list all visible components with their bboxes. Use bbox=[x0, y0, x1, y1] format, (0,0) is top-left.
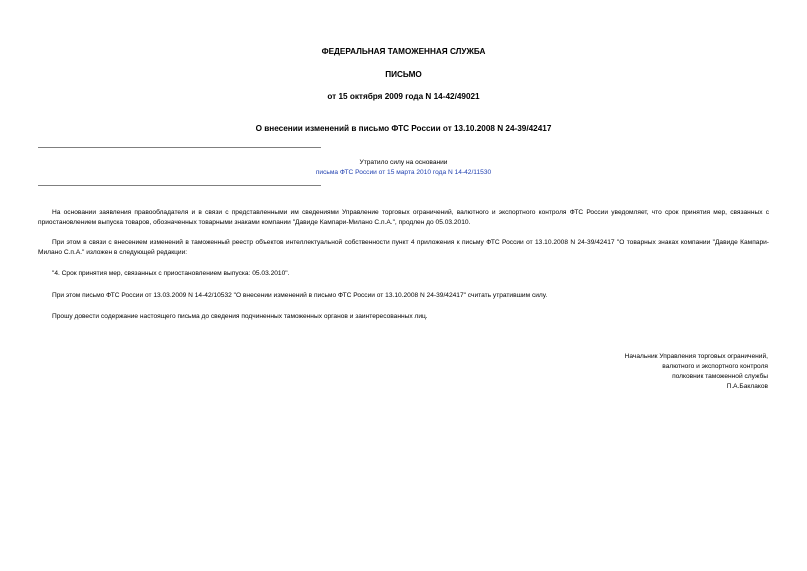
document-date-number: от 15 октября 2009 года N 14-42/49021 bbox=[327, 92, 480, 101]
paragraph-1: На основании заявления правообладателя и в связи с представленными им сведениями Управление торговых ограничений, валютного и экспортного контроля ФТС России уведомляет, что срок принятия мер, связанных с приостановлением выпуска товаров, обозначенных товарными знаками компании "Давиде Кампари-Милано С.п.А.", продлен до 05.03.2010. bbox=[38, 209, 769, 226]
notice-bottom-divider bbox=[38, 185, 321, 186]
paragraph-4: При этом письмо ФТС России от 13.03.2009 N 14-42/10532 "О внесении изменений в письмо ФТС России от 13.10.2008 N 24-39/42417" считать утратившим силу. bbox=[52, 292, 548, 299]
paragraph-5: Прошу довести содержание настоящего письма до сведения подчиненных таможенных органов и заинтересованных лиц. bbox=[52, 313, 428, 320]
agency-title: ФЕДЕРАЛЬНАЯ ТАМОЖЕННАЯ СЛУЖБА bbox=[321, 47, 486, 56]
paragraph-3: "4. Срок принятия мер, связанных с приостановлением выпуска: 05.03.2010". bbox=[52, 270, 290, 277]
document-type: ПИСЬМО bbox=[385, 70, 422, 79]
repeal-document-link[interactable]: письма ФТС России от 15 марта 2010 года N 14-42/11530 bbox=[315, 169, 492, 176]
signature-rank: полковник таможенной службы bbox=[672, 373, 768, 380]
notice-top-divider bbox=[38, 147, 321, 148]
signature-position: Начальник Управления торговых ограничений, bbox=[624, 353, 768, 360]
signature-department: валютного и экспортного контроля bbox=[662, 363, 768, 370]
paragraph-2: При этом в связи с внесением изменений в таможенный реестр объектов интеллектуальной собственности пункт 4 приложения к письму ФТС России от 13.10.2008 N 24-39/42417 "О товарных знаках компании "Давиде Кампари-Милано С.п.А." изложен в следующей редакции: bbox=[38, 239, 769, 256]
signature-name: П.А.Баклаков bbox=[726, 383, 768, 390]
signature-block bbox=[468, 352, 768, 392]
document-subject: О внесении изменений в письмо ФТС России от 13.10.2008 N 24-39/42417 bbox=[255, 124, 552, 133]
status-notice-text: Утратило силу на основании bbox=[359, 159, 448, 166]
status-notice bbox=[0, 158, 807, 178]
